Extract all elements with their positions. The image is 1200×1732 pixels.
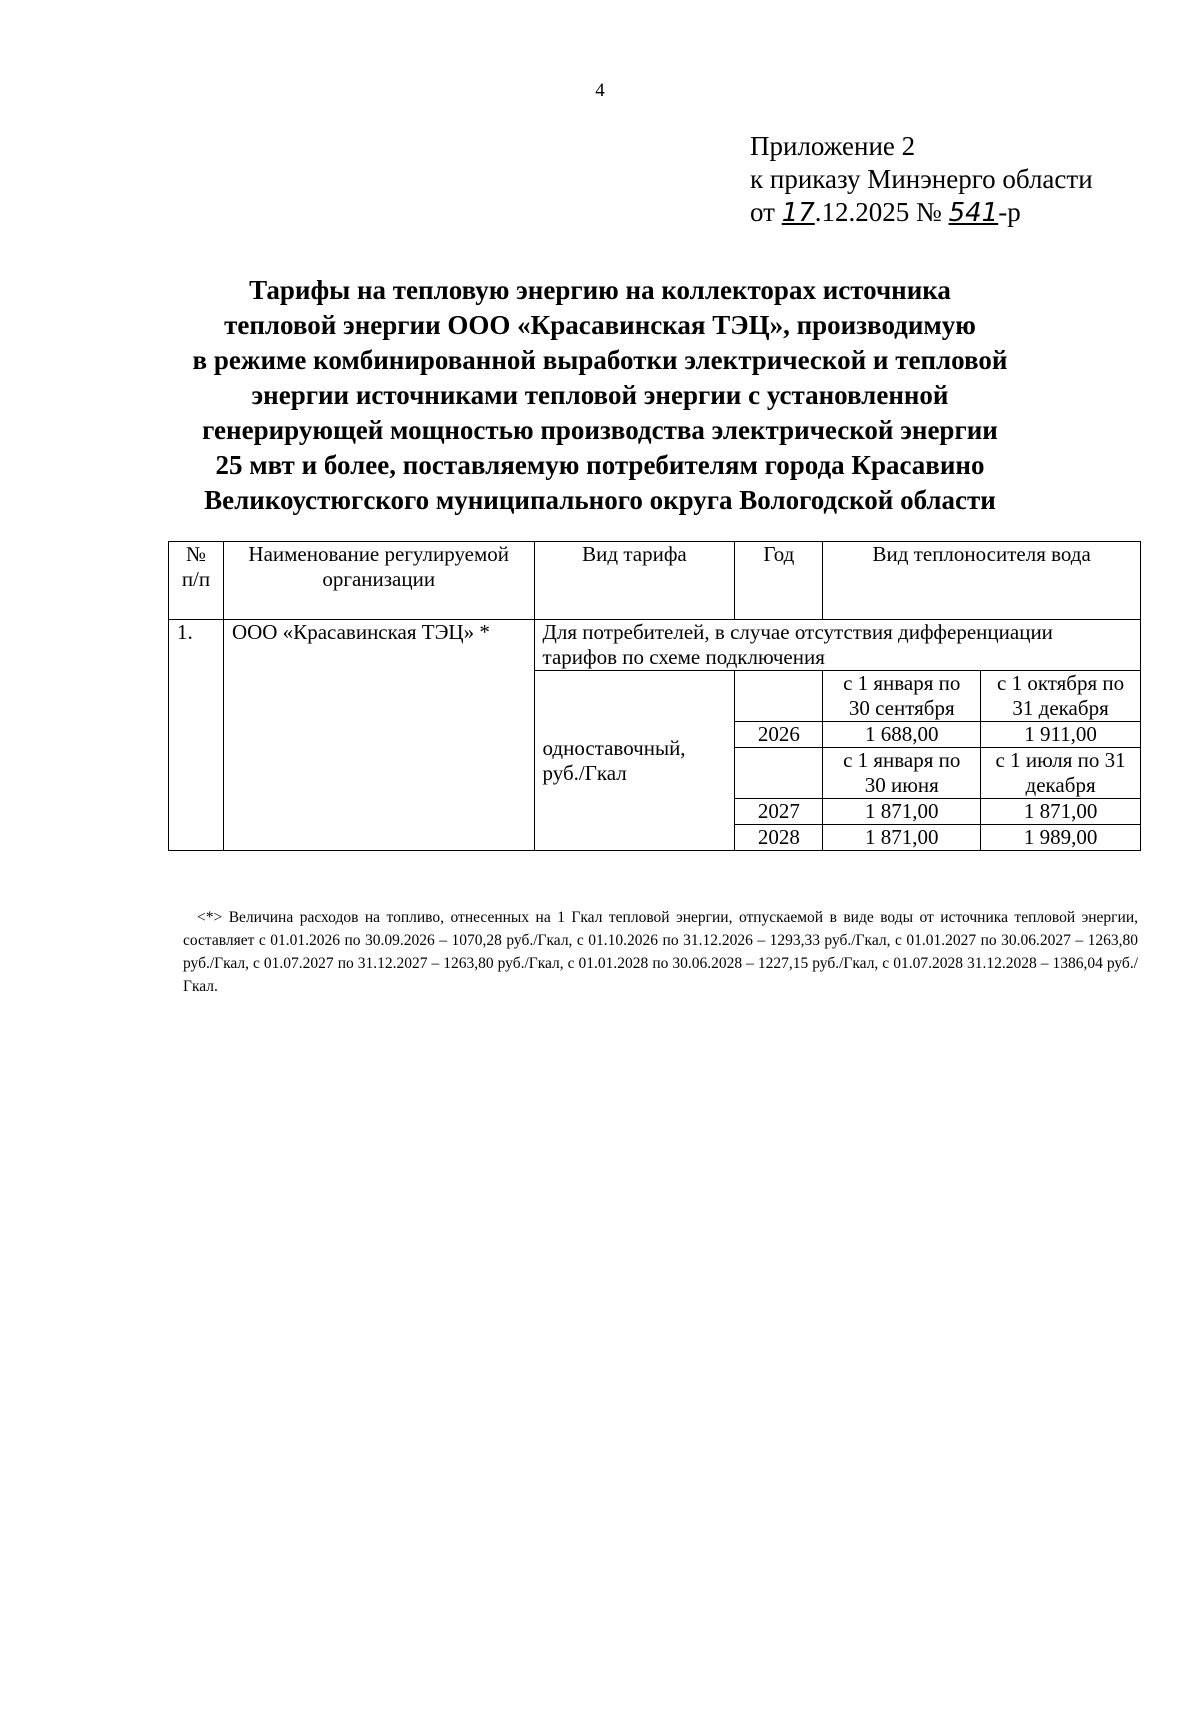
header-num: № п/п [169, 542, 224, 620]
title-line: 25 мвт и более, поставляемую потребителям города Красавино [215, 450, 985, 480]
period-2027-h2: с 1 июля по 31 декабря [981, 748, 1141, 799]
period-2027-h1: с 1 января по 30 июня [823, 748, 981, 799]
appendix-order-ref: к приказу Минэнерго области [750, 164, 1093, 194]
value-2028-h2: 1 989,00 [981, 825, 1141, 851]
value-2026-h1: 1 688,00 [823, 722, 981, 748]
organization-name: ООО «Красавинская ТЭЦ» * [223, 620, 534, 851]
consumer-category: Для потребителей, в случае отсутствия дифференциации тарифов по схеме подключения [534, 620, 1140, 671]
year-2028: 2028 [735, 825, 823, 851]
handwritten-day: 17 [781, 198, 815, 228]
header-tariff-type: Вид тарифа [534, 542, 735, 620]
year-2026: 2026 [735, 722, 823, 748]
table-header-row [169, 542, 1141, 620]
document-title [150, 273, 1050, 518]
order-date-prefix: от [750, 197, 782, 227]
order-number-suffix: -р [998, 197, 1021, 227]
title-line: генерирующей мощностью производства электрической энергии [202, 415, 998, 445]
title-line: Тарифы на тепловую энергию на коллекторах источника [249, 275, 951, 305]
page-number: 4 [595, 80, 605, 101]
year-cell-empty [735, 748, 823, 799]
value-2027-h2: 1 871,00 [981, 799, 1141, 825]
title-line: Великоустюгского муниципального округа Вологодской области [204, 485, 996, 515]
value-2026-h2: 1 911,00 [981, 722, 1141, 748]
year-cell-empty [735, 671, 823, 722]
appendix-title: Приложение 2 [750, 131, 916, 161]
year-2027: 2027 [735, 799, 823, 825]
tariff-table [168, 541, 1141, 851]
order-date-mid: .12.2025 № [814, 197, 949, 227]
period-2026-h1: с 1 января по 30 сентября [823, 671, 981, 722]
header-year: Год [735, 542, 823, 620]
header-org: Наименование регулируемой организации [223, 542, 534, 620]
appendix-order-date [750, 196, 1093, 230]
title-line: в режиме комбинированной выработки электрической и тепловой [192, 345, 1008, 375]
value-2027-h1: 1 871,00 [823, 799, 981, 825]
table-row [169, 620, 1141, 671]
title-line: энергии источниками тепловой энергии с установленной [251, 380, 949, 410]
appendix-block [750, 130, 1093, 230]
footnote: <*> Величина расходов на топливо, отнесенных на 1 Гкал тепловой энергии, отпускаемой в виде воды от источника тепловой энергии, составляет с 01.01.2026 по 30.09.2026 – 1070,28 руб./Гкал, с 01.10.2026 по 31.12.2026 – 1293,33 руб./Гкал, с 01.01.2027 по 30.06.2027 – 1263,80 руб./Гкал, с 01.07.2027 по 31.12.2027 – 1263,80 руб./Гкал, с 01.01.2028 по 30.06.2028 – 1227,15 руб./Гкал, с 01.07.2028 31.12.2028 – 1386,04 руб./Гкал. [183, 909, 1138, 995]
handwritten-order-number: 541 [948, 198, 999, 228]
header-carrier: Вид теплоносителя вода [823, 542, 1141, 620]
period-2026-h2: с 1 октября по 31 декабря [981, 671, 1141, 722]
value-2028-h1: 1 871,00 [823, 825, 981, 851]
tariff-kind: одноставочный, руб./Гкал [534, 671, 735, 851]
title-line: тепловой энергии ООО «Красавинская ТЭЦ», производимую [224, 310, 976, 340]
row-number: 1. [169, 620, 224, 851]
